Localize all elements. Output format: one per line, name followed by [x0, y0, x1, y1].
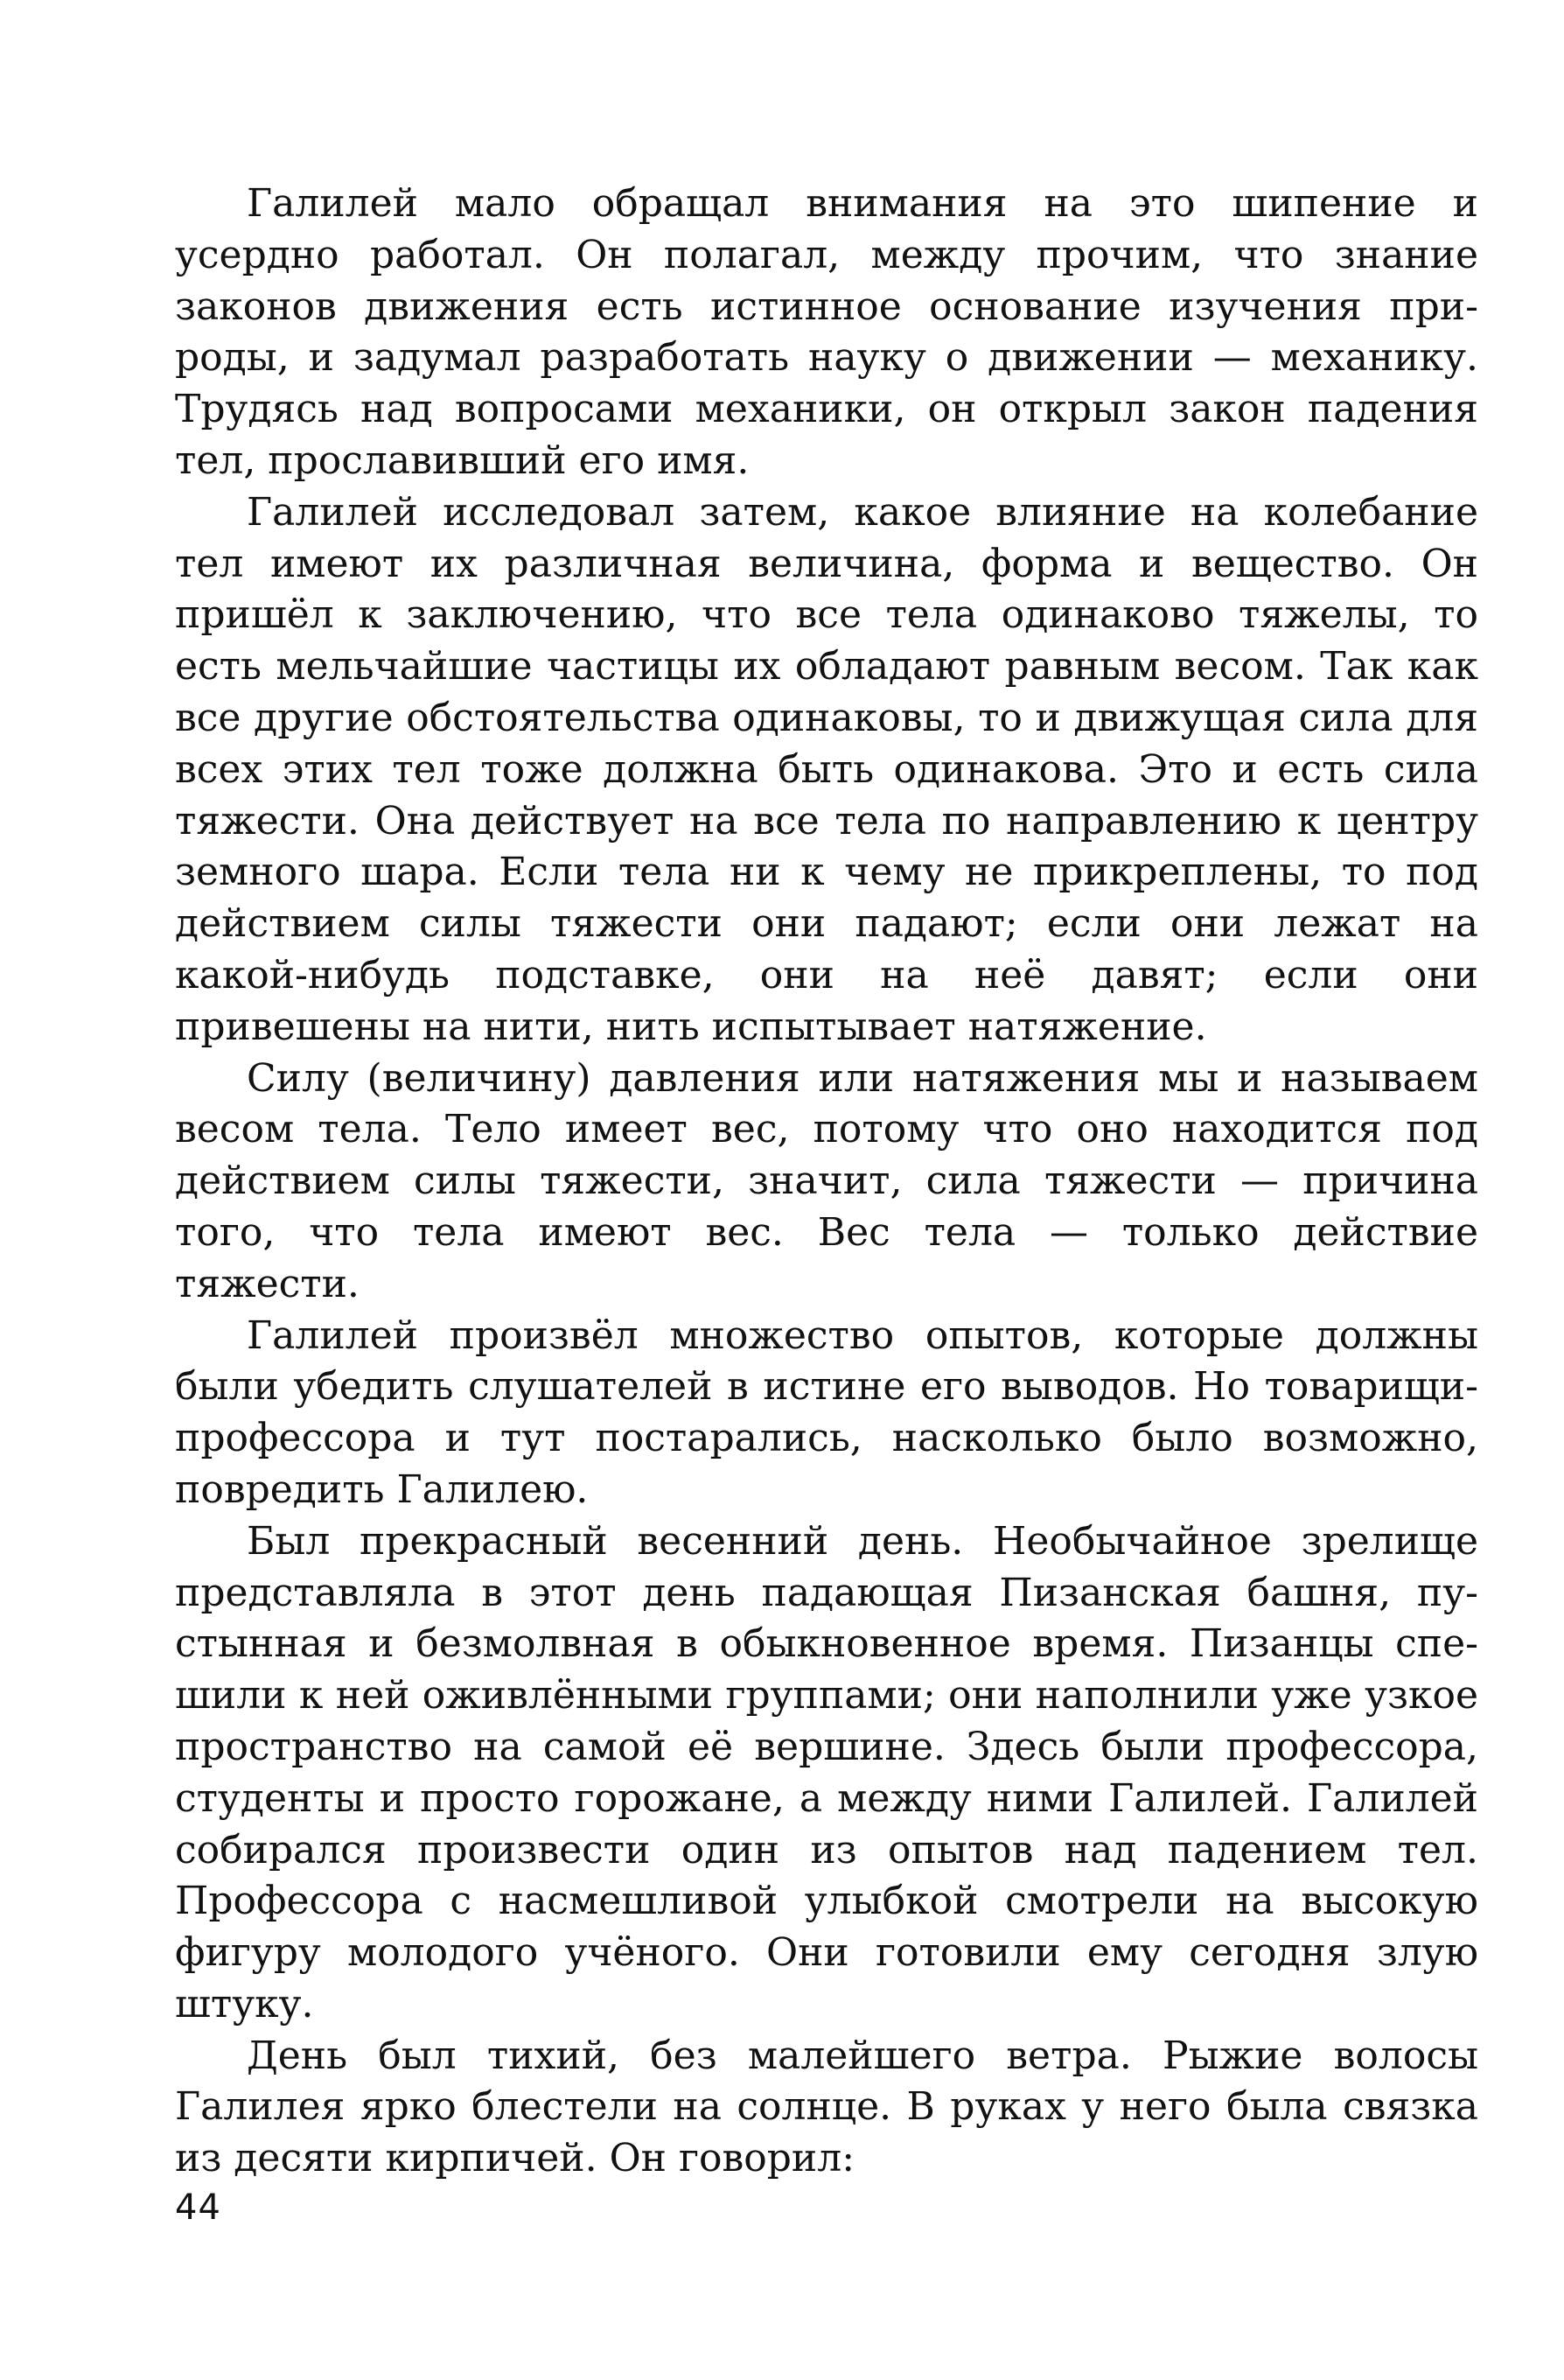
- paragraph-6: День был тихий, без малейшего ветра. Рыжие волосы Галилея ярко блестели на солнце. В руках у него была связка из десяти кирпичей. Он говорил:: [175, 2033, 1478, 2181]
- paragraph-1: Галилей мало обращал внимания на это шипение и усердно работал. Он полагал, между прочим, что знание законов движения есть истинное основание изучения природы, и задумал разработать науку о движении — механику. Трудясь над вопросами механики, он открыл закон падения тел, прославивший его имя.: [175, 181, 1478, 483]
- paragraph-3: Силу (величину) давления или натяжения мы и называем весом тела. Тело имеет вес, потому что оно находится под действием силы тяжести, значит, сила тяжести — причина того, что тела имеют вес. Вес тела — только действие тяжести.: [175, 1055, 1478, 1306]
- page-number: 44: [175, 2188, 221, 2228]
- body-text: [175, 178, 1478, 2185]
- paragraph-2: Галилей исследовал затем, какое влияние на колебание тел имеют их различная величина, форма и вещество. Он пришёл к заключению, что все тела одинаково тяжелы, то есть мельчайшие частицы их обладают равным весом. Так как все другие обстоятельства одинаковы, то и движущая сила для всех этих тел тоже должна быть одинакова. Это и есть сила тяжести. Она действует на все тела по направлению к центру земного шара. Если тела ни к чему не прикреплены, то под действием силы тяжести они падают; если они лежат на какой-нибудь подставке, они на неё давят; если они привешены на нити, нить испытывает натяжение.: [175, 489, 1478, 1049]
- paragraph-5: Был прекрасный весенний день. Необычайное зрелище представляла в этот день падающая Пизанская башня, пустынная и безмолвная в обыкновенное время. Пизанцы спешили к ней оживлёнными группами; они наполнили уже узкое пространство на самой её вершине. Здесь были профессора, студенты и просто горожане, а между ними Галилей. Галилей собирался произвести один из опытов над падением тел. Профессора с насмешливой улыбкой смотрели на высокую фигуру молодого учёного. Они готовили ему сегодня злую штуку.: [175, 1518, 1478, 2026]
- paragraph-4: Галилей произвёл множество опытов, которые должны были убедить слушателей в истине его выводов. Но товарищи-профессора и тут постарались, насколько было возможно, повредить Галилею.: [175, 1312, 1478, 1512]
